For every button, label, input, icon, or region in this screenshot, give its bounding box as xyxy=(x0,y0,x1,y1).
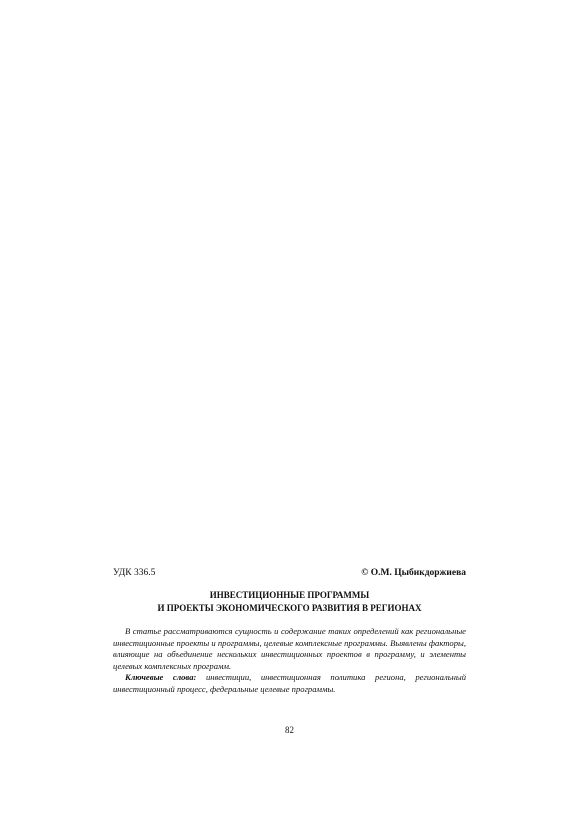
article-header xyxy=(113,566,466,580)
title-line-2: И ПРОЕКТЫ ЭКОНОМИЧЕСКОГО РАЗВИТИЯ В РЕГИОНАХ xyxy=(157,603,422,613)
article-title xyxy=(113,589,466,615)
title-line-1: ИНВЕСТИЦИОННЫЕ ПРОГРАММЫ xyxy=(209,590,370,600)
keywords-paragraph xyxy=(113,672,466,695)
keywords-label: Ключевые слова: xyxy=(125,672,197,682)
author-name: © О.М. Цыбикдоржиева xyxy=(361,568,466,578)
keywords-text: инвестиции, инвестиционная политика региона, региональный инвестиционный процесс, федеральные целевые программы. xyxy=(113,672,467,694)
udc-code: УДК 336.5 xyxy=(113,568,156,578)
abstract-block xyxy=(113,626,466,695)
page-number: 82 xyxy=(285,725,294,735)
abstract-text: В статье рассматриваются сущность и содержание таких определений как региональные инвестиционные проекты и программы, целевые комплексные программы. Выявлены факторы, влияющие на объединение нескольких инвестиционных проектов в программу, и элементы целевых комплексных программ. xyxy=(113,626,466,671)
